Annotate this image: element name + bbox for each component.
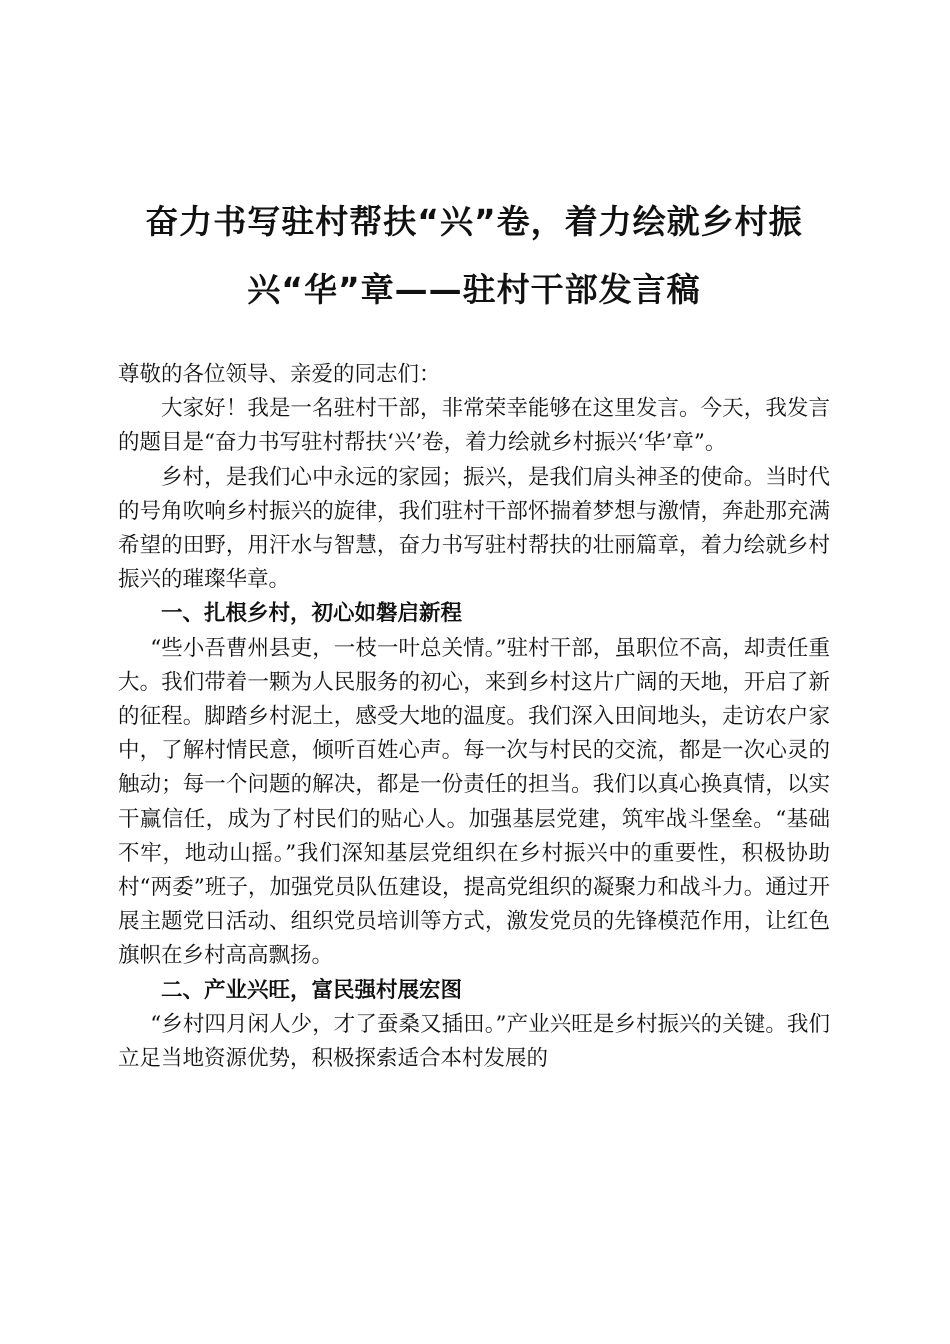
section-2-heading: 二、产业兴旺，富民强村展宏图 [161,977,463,1003]
title-line-2: 兴“华”章——驻村干部发言稿 [247,270,701,309]
section-2-body: “乡村四月闲人少，才了蚕桑又插田。”产业兴旺是乡村振兴的关键。我们立足当地资源优势，积极探索适合本村发展的 [118,1011,830,1072]
document-page [118,188,830,1076]
section-1-heading: 一、扎根乡村，初心如磐启新程 [161,601,463,627]
document-title [118,188,830,324]
title-line-1: 奋力书写驻村帮扶“兴”卷，着力绘就乡村振 [145,202,803,241]
paragraph-greeting: 大家好！我是一名驻村干部，非常荣幸能够在这里发言。今天，我发言的题目是“奋力书写驻村帮扶‘兴’卷，着力绘就乡村振兴‘华’章”。 [118,396,830,456]
salutation: 尊敬的各位领导、亲爱的同志们： [118,362,441,387]
section-1-body: “些小吾曹州县吏，一枝一叶总关情。”驻村干部，虽职位不高，却责任重大。我们带着一颗为人民服务的初心，来到乡村这片广阔的天地，开启了新的征程。脚踏乡村泥土，感受大地的温度。我们深入田间地头，走访农户家中，了解村情民意，倾听百姓心声。每一次与村民的交流，都是一次心灵的触动；每一个问题的解决，都是一份责任的担当。我们以真心换真情，以实干赢信任，成为了村民们的贴心人。加强基层党建，筑牢战斗堡垒。“基础不牢，地动山摇。”我们深知基层党组织在乡村振兴中的重要性，积极协助村“两委”班子，加强党员队伍建设，提高党组织的凝聚力和战斗力。通过开展主题党日活动、组织党员培训等方式，激发党员的先锋模范作用，让红色旗帜在乡村高高飘扬。 [118,635,830,969]
paragraph-intro: 乡村，是我们心中永远的家园；振兴，是我们肩头神圣的使命。当时代的号角吹响乡村振兴的旋律，我们驻村干部怀揣着梦想与激情，奔赴那充满希望的田野，用汗水与智慧，奋力书写驻村帮扶的壮丽篇章，着力绘就乡村振兴的璀璨华章。 [118,464,830,593]
